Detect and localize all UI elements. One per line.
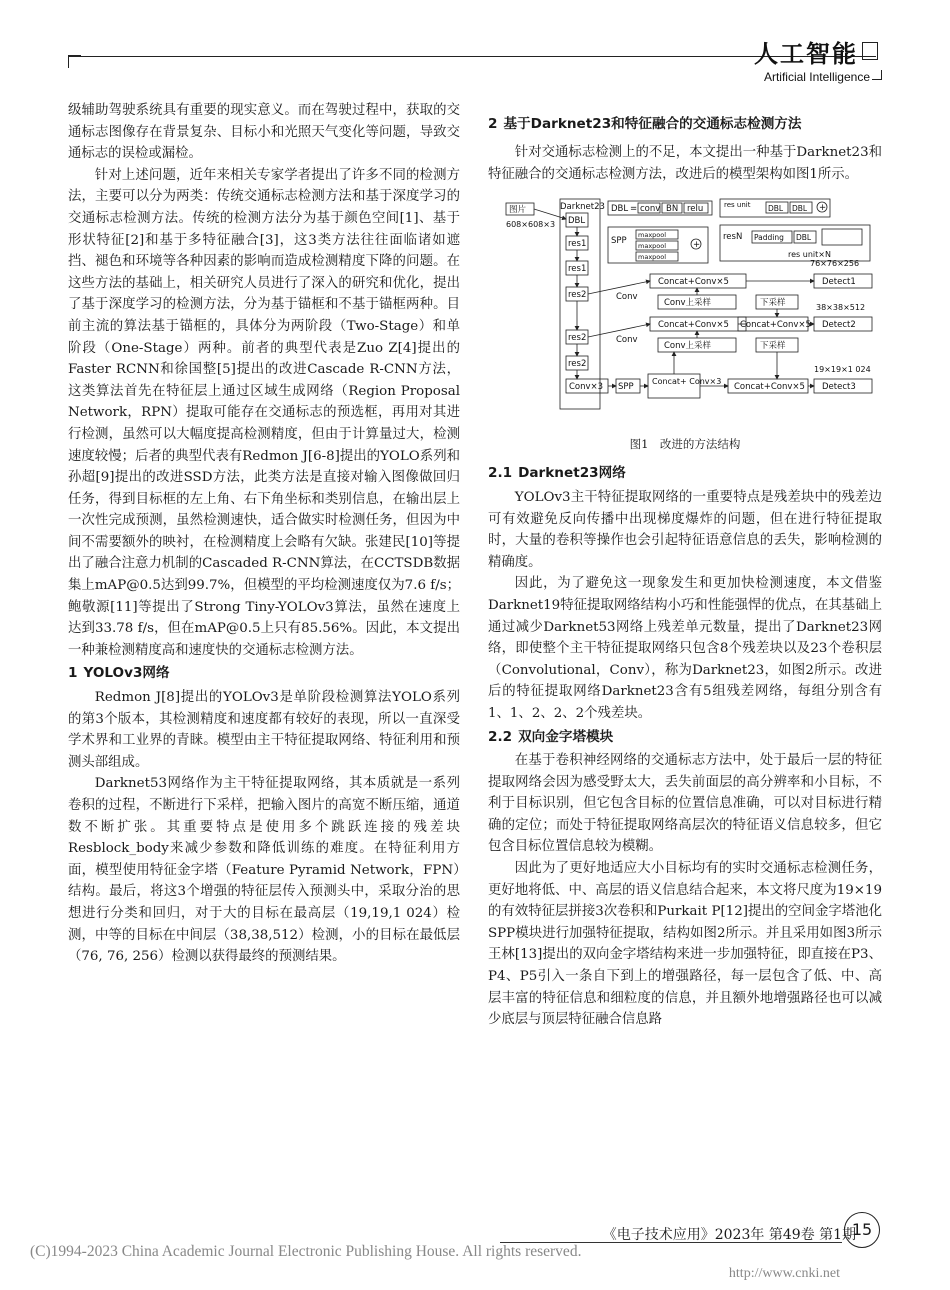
legend-spp-add-label: + [693, 240, 701, 251]
section-title: 人工智能 [754, 40, 858, 68]
paragraph: 针对上述问题，近年来相关专家学者提出了许多不同的检测方法，主要可以分为两类：传统交通标志检测方法和基于深度学习的交通标志检测方法。传统的检测方法分为基于颜色空间[1]、基于形状特征[2]和基于多特征融合[3]，这3类方法往往面临诸如遮挡、褪色和环境等各种因素的影响而造成检测精度下降的问题。在这些方法的基础上，相关研究人员进行了深入的研究和优化，提出了基于深度学习的检测方法，分为基于锚框和不基于锚框两种。目前主流的算法基于锚框的，具体分为两阶段（Two-Stage）和单阶段（One-Stage）两种。前者的典型代表是Zuo Z[4]提出的Faster RCNN和徐国整[5]提出的改进Cascade R-CNN方法，这类算法首先在特征层上通过区域生成网络（Region Proposal Network，RPN）提取可能存在交通标志的预选框，再用对其进行检测，虽然可以大幅度提高检测精度，但由于计算量过大，检测速度较慢；后者的典型代表有Redmon J[6-8]提出的YOLO系列和孙超[9]提出的改进SSD方法，此类方法是直接对输入图像做回归任务，得到目标框的左上角、右下角坐标和类别信息，在输出层上一次性完成预测，虽然检测速快，适合做实时检测任务，但因为中间不需要额外的映衬，在检测精度上会略有欠缺。张建民[10]等提出了融合注意力机制的Cascaded R-CNN算法，在CCTSDB数据集上mAP@0.5达到99.7%，但模型的平均检测速度仅为7.6 f/s；鲍敬源[11]等提出了Strong Tiny-YOLOv3算法，虽然在速度上达到33.78 f/s，但在mAP@0.5上只有85.56%。因此，本文提出一种兼检测精度高和速度快的交通标志检测方法。 [68, 167, 460, 658]
page-number: 15 [844, 1212, 880, 1248]
section-heading [488, 112, 882, 136]
detect3-size: 19×19×1 024 [814, 365, 871, 375]
legend-conv-label: conv [640, 204, 661, 215]
cnki-url[interactable]: http://www.cnki.net [728, 1266, 840, 1281]
subsection-number: 2.2 [488, 728, 513, 745]
backbone-label: Darknet23 [560, 202, 605, 213]
section-subtitle: Artificial Intelligence [763, 70, 870, 84]
left-column [68, 100, 460, 968]
downsample-1-label: 下采样 [760, 298, 786, 309]
subsection-heading [488, 463, 882, 485]
detect1-size: 76×76×256 [810, 259, 860, 269]
paragraph: Redmon J[8]提出的YOLOv3是单阶段检测算法YOLO系列的第3个版本，其检测精度和速度都有较好的表现，所以一直深受学术界和工业界的青睐。模型由主干特征提取网络、特征利用和预测头部组成。 [68, 690, 460, 770]
paragraph: 针对交通标志检测上的不足，本文提出一种基于Darknet23和特征融合的交通标志检测方法，改进后的模型架构如图1所示。 [488, 145, 882, 182]
subsection-heading [488, 727, 882, 749]
legend-resn-dbl-label: DBL [796, 233, 812, 243]
section-number: 1 [68, 665, 78, 682]
res2-label: res2 [568, 290, 587, 301]
res2-label-3: res2 [568, 359, 587, 370]
detect2-size: 38×38×512 [816, 303, 866, 313]
section-title-text: 基于Darknet23和特征融合的交通标志检测方法 [503, 116, 802, 132]
journal-citation: 《电子技术应用》2023年 第49卷 第1期 [602, 1227, 856, 1243]
legend-res-dbl-1-label: DBL [768, 204, 784, 214]
section-title-text: YOLOv3网络 [83, 665, 170, 682]
detect1-label: Detect1 [822, 277, 856, 288]
legend-padding-label: Padding [754, 233, 784, 243]
downsample-2-label: 下采样 [760, 341, 786, 352]
paragraph: 因此为了更好地适应大小目标均有的实时交通标志检测任务，更好地将低、中、高层的语义信息结合起来，本文将尺度为19×19的有效特征层拼接3次卷积和Purkait P[12]提出的空间金字塔池化SPP模块进行加强特征提取，结构如图2所示。并且采用如图3所示王林[13]提出的双向金字塔结构来进一步加强特征，即直接在P3、P4、P5引入一条自下到上的增强路径，每一层包含了低、中、高层丰富的特征信息和细粒度的信息，并且额外地增强路径也可以减少底层与顶层特征融合信息路 [488, 861, 882, 1028]
right-column [488, 100, 882, 1031]
concat-conv3-label: Concat+ Conv×3 [652, 377, 722, 387]
dbl-label: DBL [568, 216, 586, 227]
legend-res-unit-n-label: res unit×N [788, 250, 831, 260]
concat-conv5-4-label: Concat+Conv×5 [734, 382, 805, 393]
res1-label: res1 [568, 239, 587, 250]
conv-label-1: Conv [616, 292, 638, 303]
legend-maxpool-3-label: maxpool [638, 253, 667, 262]
backbone-box [560, 199, 600, 409]
figure-1-caption: 图1 改进的方法结构 [629, 436, 741, 451]
header-corner-right [872, 70, 882, 80]
legend-dbl-label: DBL [611, 204, 629, 215]
res1-label-2: res1 [568, 264, 587, 275]
section-number: 2 [488, 116, 498, 132]
conv-label-2: Conv [616, 335, 638, 346]
paragraph: YOLOv3主干特征提取网络的一重要特点是残差块中的残差边可有效避免反向传播中出现梯度爆炸的问题，但在进行特征提取时，大量的卷积等操作也会引起特征语意信息的丢失，影响检测的精确度。 [488, 489, 882, 570]
legend-res-dbl-2-label: DBL [792, 204, 808, 214]
legend-equals: = [630, 204, 638, 215]
paragraph: 因此，为了避免这一现象发生和更加快检测速度，本文借鉴Darknet19特征提取网络结构小巧和性能强悍的优点，在其基础上通过减少Darknet53网络上残差单元数量，提出了Darknet23网络，即使整个主干特征提取网络只包含8个残差块以及23个卷积层（Convolutional，Conv），称为Darknet23，如图2所示。改进后的特征提取网络Darknet23含有5组残差网络，每组分别含有1、1、2、2、2个残差块。 [488, 576, 882, 721]
legend-add-label: + [819, 203, 827, 214]
paragraph: 在基于卷积神经网络的交通标志方法中，处于最后一层的特征提取网络会因为感受野太大，丢失前面层的高分辨率和小目标，不利于目标识别，但它包含目标的位置信息准确，可以对目标进行精确的定位；而处于特征提取网络高层次的特征语义信息较多，但它包含目标位置信息较为模糊。 [488, 753, 882, 855]
detect2-label: Detect2 [822, 320, 856, 331]
input-size: 608×608×3 [506, 220, 556, 230]
input-label: 图片 [509, 205, 527, 216]
legend-spp-label: SPP [611, 236, 627, 247]
subsection-title: Darknet23网络 [518, 465, 626, 482]
figure-1-architecture [488, 191, 882, 426]
detect3-label: Detect3 [822, 382, 856, 393]
paragraph: 级辅助驾驶系统具有重要的现实意义。而在驾驶过程中，获取的交通标志图像存在背景复杂、目标小和光照天气变化等问题，导致交通标志的误检或漏检。 [68, 103, 460, 162]
legend-bn-label: BN [666, 204, 679, 215]
legend-relu-label: relu [687, 204, 704, 215]
legend-resn-label: resN [723, 232, 743, 243]
subsection-number: 2.1 [488, 465, 513, 482]
legend-maxpool-1-label: maxpool [638, 231, 667, 240]
spp-label: SPP [618, 382, 634, 393]
header-box-mark [862, 42, 878, 60]
subsection-title: 双向金字塔模块 [518, 728, 614, 745]
legend-res-unit-label: res unit [724, 201, 751, 210]
copyright-watermark: (C)1994-2023 China Academic Journal Electronic Publishing House. All rights reserved. [30, 1243, 582, 1260]
legend-maxpool-2-label: maxpool [638, 242, 667, 251]
legend-res-unit-n-box [822, 229, 862, 245]
concat-conv5-1-label: Concat+Conv×5 [658, 277, 729, 288]
concat-conv5-2-label: Concat+Conv×5 [658, 320, 729, 331]
convx3-label: Conv×3 [569, 382, 604, 393]
section-heading [68, 663, 460, 685]
paragraph: Darknet53网络作为主干特征提取网络，其本质就是一系列卷积的过程，不断进行下采样，把输入图片的高宽不断压缩，通道数不断扩张。其重要特点是使用多个跳跃连接的残差块Resblock_body来减少参数和降低训练的难度。在特征利用方面，模型使用特征金字塔（Feature Pyramid Network，FPN）结构。最后，将这3个增强的特征层传入预测头中，采取分治的思想进行分类和回归，对于大的目标在最高层（19,19,1 024）检测，中等的目标在中间层（38,38,512）检测，小的目标在最低层（76, 76, 256）检测以获得最终的预测结果。 [68, 776, 460, 965]
res2-label-2: res2 [568, 333, 587, 344]
upsample-1-label: Conv上采样 [664, 298, 712, 309]
concat-conv5-3-label: Concat+Conv×5 [740, 320, 811, 331]
upsample-2-label: Conv上采样 [664, 341, 712, 352]
